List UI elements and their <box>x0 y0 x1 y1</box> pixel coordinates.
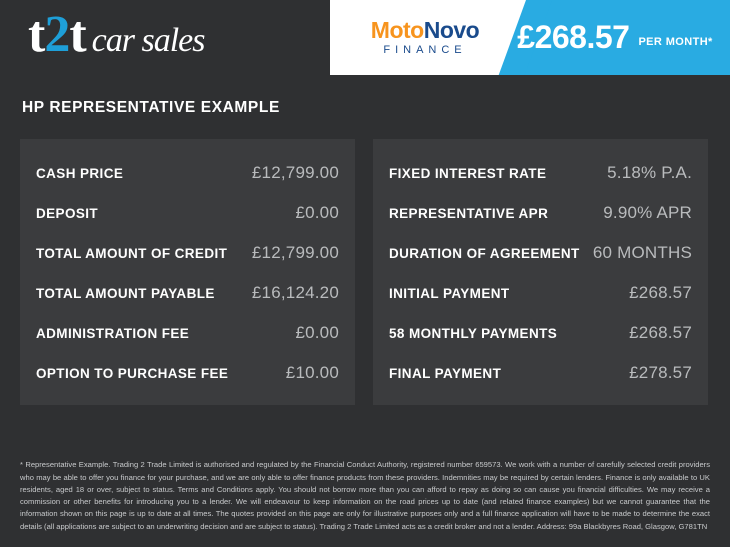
row-label: FINAL PAYMENT <box>389 365 502 381</box>
row-value: £12,799.00 <box>251 163 339 182</box>
row-value: £268.57 <box>629 323 692 342</box>
row-label: OPTION TO PURCHASE FEE <box>36 365 229 381</box>
table-row <box>373 353 708 393</box>
row-value: £0.00 <box>295 323 339 342</box>
logo-letter-2: 2 <box>44 5 70 63</box>
row-value: 5.18% P.A. <box>607 163 692 182</box>
monthly-price-value: £268.57 <box>517 19 630 55</box>
row-label: DEPOSIT <box>36 205 99 221</box>
brand-logo <box>0 0 330 75</box>
disclaimer-text: * Representative Example. Trading 2 Trade Limited is authorised and regulated by the Financial Conduct Authority, registered number 659573. We work with a number of carefully selected credit providers who may be able to offer you finance for your purchase, and we are only able to offer finance products from these providers. Indemnities may be required by certain lenders. Finance is only available to UK residents, aged 18 or over, subject to status. Terms and Conditions apply. You should not borrow more than you can afford to repay as doing so can cause you financial difficulties. We may receive a commission or other benefits for introducing you to a lender. We will endeavour to keep information on the road prices up to date (and related finance examples) but we cannot guarantee that the information shown on this page is up to date at all times. The quotes provided on this page are only for illustrative purposes only and a full finance application will have to be made to determine the exact details (all applications are subject to an underwriting decision and are subject to status). Trading 2 Trade Limited acts as a credit broker and not a lender. Address: 99a Blackbyres Road, Glasgow, G781TN <box>20 460 710 531</box>
table-row <box>373 153 708 193</box>
row-label: INITIAL PAYMENT <box>389 285 510 301</box>
left-details-table <box>20 139 355 405</box>
t2t-logo-text <box>28 5 205 67</box>
table-row <box>373 193 708 233</box>
table-row <box>373 233 708 273</box>
table-row <box>20 153 355 193</box>
motonovo-finance-text: FINANCE <box>383 44 467 56</box>
table-row <box>20 353 355 393</box>
row-label: CASH PRICE <box>36 165 124 181</box>
table-row <box>20 193 355 233</box>
row-value: £12,799.00 <box>251 243 339 262</box>
row-label: REPRESENTATIVE APR <box>389 205 549 221</box>
row-value: £16,124.20 <box>251 283 339 302</box>
finance-details-tables <box>0 117 730 405</box>
row-value: £10.00 <box>285 363 339 382</box>
motonovo-novo-text: Novo <box>423 17 480 43</box>
row-label: DURATION OF AGREEMENT <box>389 245 580 261</box>
page-header <box>0 0 730 75</box>
row-value: £0.00 <box>295 203 339 222</box>
table-row <box>20 273 355 313</box>
motonovo-logo <box>330 0 520 75</box>
logo-subtitle: car sales <box>91 21 205 59</box>
motonovo-moto-text: Moto <box>370 17 424 43</box>
table-row <box>373 273 708 313</box>
table-row <box>20 313 355 353</box>
row-value: £268.57 <box>629 283 692 302</box>
logo-letter-t2: t <box>69 5 86 63</box>
table-row <box>20 233 355 273</box>
row-label: TOTAL AMOUNT PAYABLE <box>36 285 215 301</box>
monthly-price-block <box>500 0 730 75</box>
monthly-price-suffix: PER MONTH* <box>638 35 713 48</box>
row-value: 60 MONTHS <box>592 243 692 262</box>
right-details-table <box>373 139 708 405</box>
row-label: FIXED INTEREST RATE <box>389 165 547 181</box>
row-label: TOTAL AMOUNT OF CREDIT <box>36 245 228 261</box>
page-title: HP REPRESENTATIVE EXAMPLE <box>22 99 280 116</box>
logo-letter-t1: t <box>28 5 45 63</box>
row-value: £278.57 <box>629 363 692 382</box>
row-value: 9.90% APR <box>603 203 692 222</box>
row-label: ADMINISTRATION FEE <box>36 325 190 341</box>
row-label: 58 MONTHLY PAYMENTS <box>389 325 558 341</box>
table-row <box>373 313 708 353</box>
